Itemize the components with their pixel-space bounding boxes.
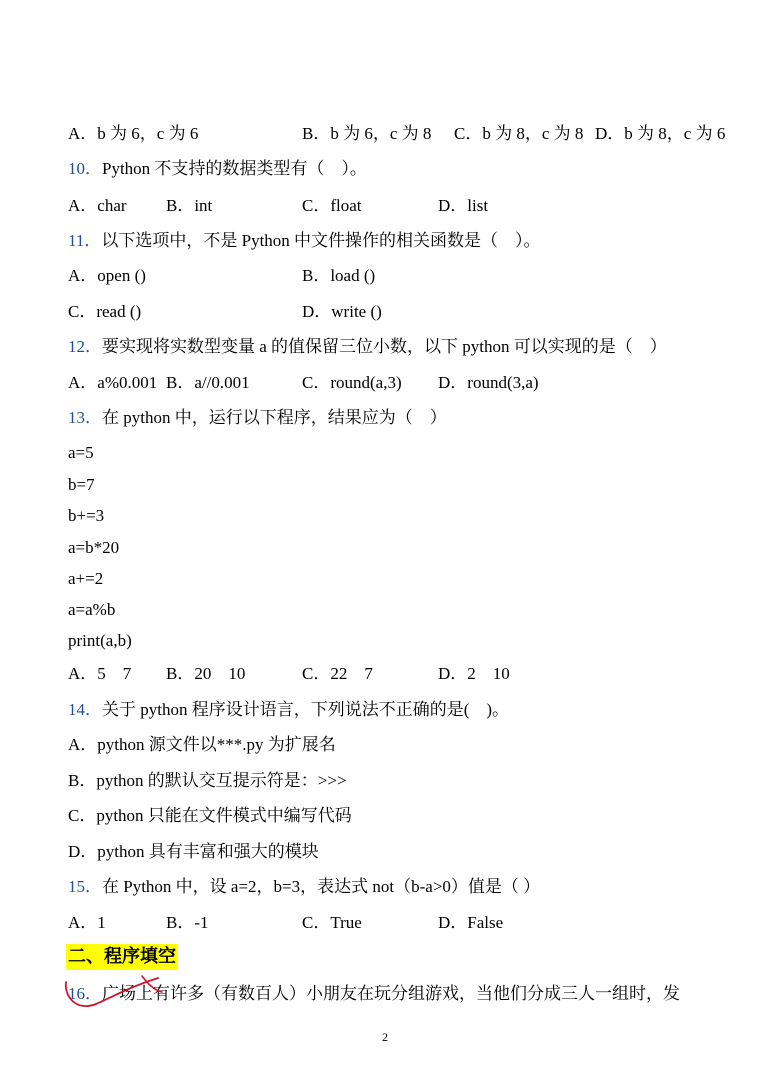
q9-option-d: D．b 为 8，c 为 6 (595, 124, 726, 143)
q12-option-b: B．a//0.001 (166, 373, 250, 392)
q11-text: 以下选项中，不是 Python 中文件操作的相关函数是（ ）。 (101, 231, 541, 250)
q13-code-line: a=b*20 (68, 538, 120, 557)
q15-option-d: D．False (438, 913, 504, 932)
q15-option-c: C．True (302, 913, 362, 932)
q13-option-d: D．2 10 (438, 664, 510, 683)
q12-option-a: A．a%0.001 (68, 373, 158, 392)
q13-code-line: b+=3 (68, 506, 105, 525)
page-number: 2 (382, 1030, 388, 1044)
q11-option-b: B．load () (302, 266, 376, 285)
q11-option-c: C．read () (68, 302, 142, 321)
q12-stem (68, 335, 667, 359)
q13-code-line: a+=2 (68, 569, 104, 588)
q12-option-c: C．round(a,3) (302, 373, 402, 392)
pen-mark-icon (62, 974, 172, 1020)
section-title: 二、程序填空 (66, 944, 178, 970)
q10-option-d: D．list (438, 196, 489, 215)
q13-code-line: b=7 (68, 475, 95, 494)
q10-option-a: A．char (68, 196, 127, 215)
q13-code-line: a=5 (68, 443, 94, 462)
q14-option-d: D．python 具有丰富和强大的模块 (68, 842, 319, 861)
q14-option-b: B．python 的默认交互提示符是：>>> (68, 771, 347, 790)
q13-text: 在 python 中，运行以下程序，结果应为（ ） (102, 408, 447, 427)
q9-option-c: C．b 为 8，c 为 8 (454, 124, 584, 143)
q11-stem (68, 229, 541, 253)
q15-stem (68, 875, 540, 899)
q11-option-d: D．write () (302, 302, 382, 321)
q12-option-d: D．round(3,a) (438, 373, 539, 392)
q13-number: 13． (68, 408, 102, 427)
q15-text: 在 Python 中，设 a=2，b=3，表达式 not（b-a>0）值是（ ） (102, 877, 541, 896)
q11-number: 11． (68, 231, 102, 250)
q16-text: 广场上有许多（有数百人）小朋友在玩分组游戏，当他们分成三人一组时，发 (102, 984, 680, 1003)
q9-option-a: A．b 为 6，c 为 6 (68, 124, 199, 143)
q13-code-line: print(a,b) (68, 631, 132, 650)
q13-option-c: C．22 7 (302, 664, 373, 683)
q10-option-b: B．int (166, 196, 213, 215)
q15-number: 15． (68, 877, 102, 896)
q14-stem (68, 698, 509, 722)
q14-text: 关于 python 程序设计语言，下列说法不正确的是( )。 (102, 700, 510, 719)
q13-option-b: B．20 10 (166, 664, 246, 683)
q13-code-line: a=a%b (68, 600, 116, 619)
q13-stem (68, 406, 447, 430)
q13-option-a: A．5 7 (68, 664, 132, 683)
q9-option-b: B．b 为 6，c 为 8 (302, 124, 432, 143)
q12-number: 12． (68, 337, 102, 356)
q10-number: 10． (68, 159, 102, 178)
q16-number: 16． (68, 984, 102, 1003)
q10-stem (68, 157, 367, 181)
q10-option-c: C．float (302, 196, 362, 215)
q14-number: 14． (68, 700, 102, 719)
q14-option-a: A．python 源文件以***.py 为扩展名 (68, 735, 336, 754)
q15-option-a: A．1 (68, 913, 106, 932)
q10-text: Python 不支持的数据类型有（ ）。 (102, 159, 367, 178)
q15-option-b: B．-1 (166, 913, 209, 932)
q12-text: 要实现将实数型变量 a 的值保留三位小数，以下 python 可以实现的是（ ） (102, 337, 667, 356)
q14-option-c: C．python 只能在文件模式中编写代码 (68, 806, 352, 825)
q11-option-a: A．open () (68, 266, 146, 285)
